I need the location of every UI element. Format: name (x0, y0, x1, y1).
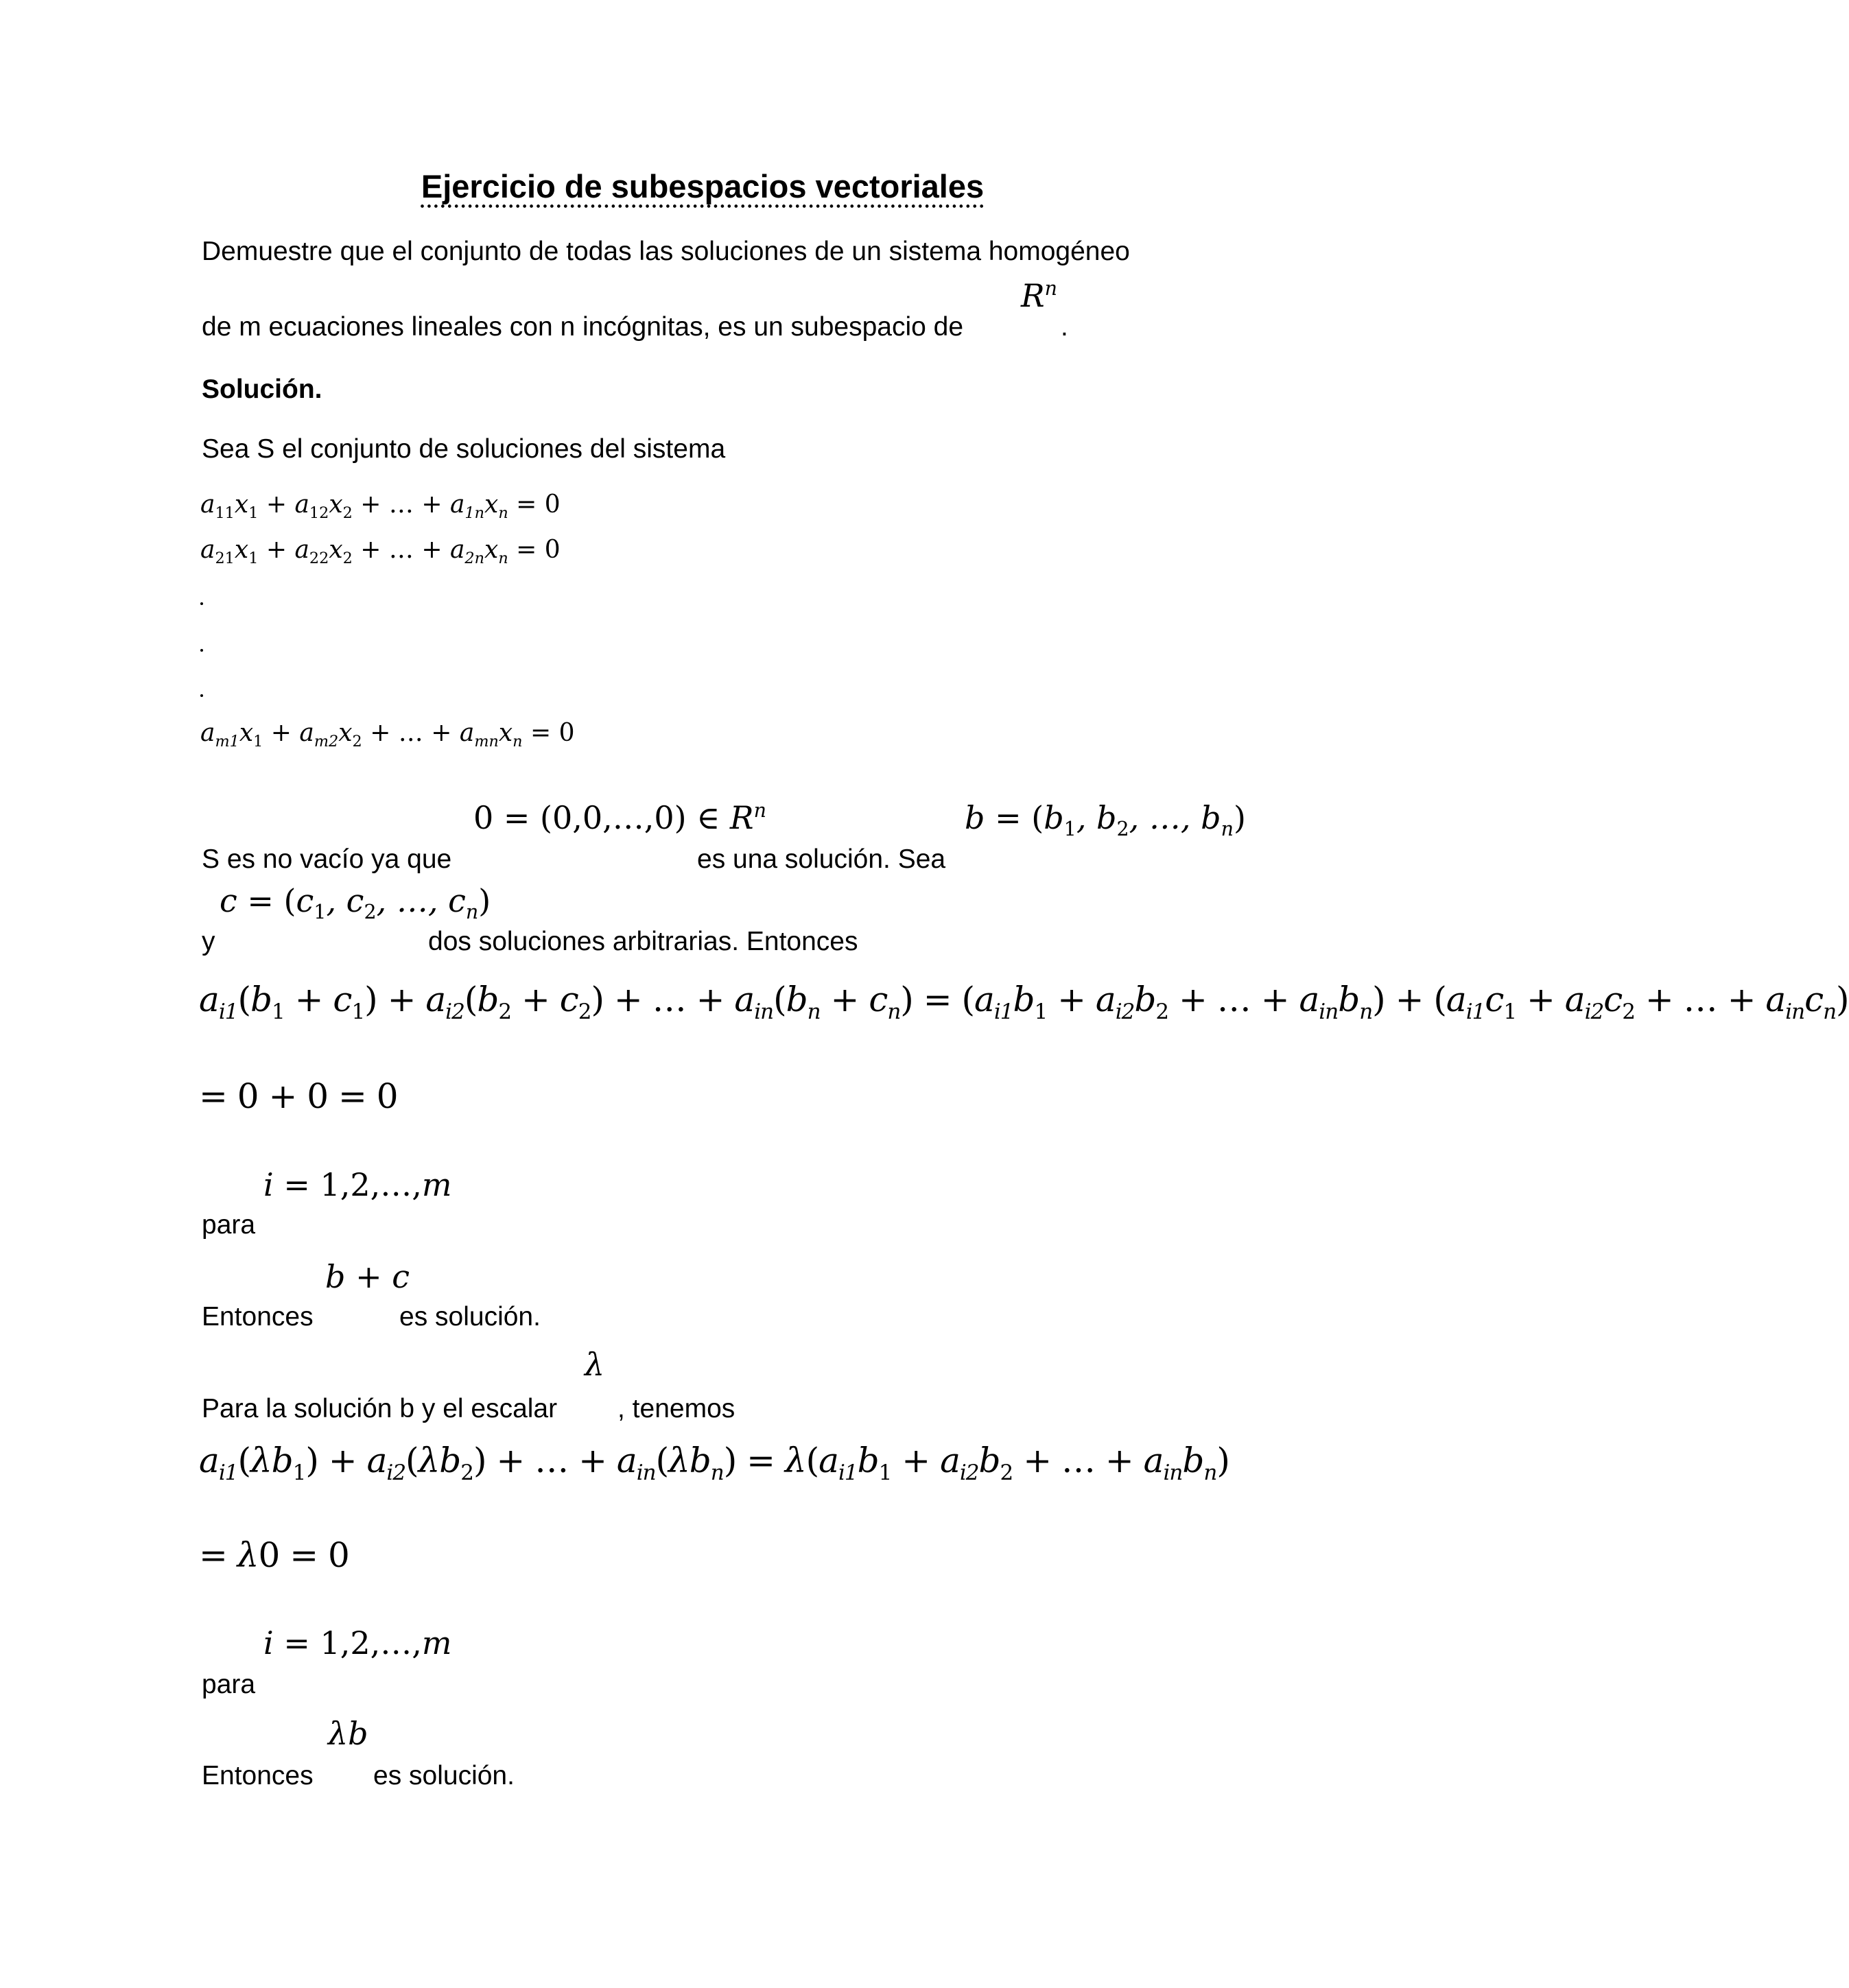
scalar-equation: $a_{i1}(\lambda b_1) + a_{i2}(\lambda b_2)$ + … + $a_{in}(\lambda b_n) = \lambda(a_{i1}b_1 + a_{i2}b_2$ + … + $a_{in}b_n$) (199, 1441, 1229, 1485)
statement-line-2-period: . (1061, 312, 1068, 342)
page-title: Ejercicio de subespacios vectoriales (421, 168, 985, 204)
sea-s-text: Sea S el conjunto de soluciones del sistema (202, 434, 726, 464)
es-solucion-text: es solución. (399, 1302, 541, 1332)
system-equation-m: $a_{m1}x_1 + a_{m2}x_2$ + … + $a_{mn}x_n = 0$ (200, 719, 575, 750)
zero-vector-formula: 0 = (0,0,…,0) ∈ $R^n$ (473, 798, 766, 836)
index-range-formula: i = 1,2,…,m (263, 1624, 452, 1661)
lambda-b-formula: λb (328, 1715, 368, 1752)
para-text: para (202, 1210, 256, 1240)
lambda-symbol: λ (585, 1346, 605, 1383)
index-range-formula: i = 1,2,…,m (263, 1166, 452, 1203)
sum-equation: $a_{i1}(b_1 + c_1) + a_{i2}(b_2 + c_2)$ + … + $a_{in}(b_n + c_n) = (a_{i1}b_1 + a_{i2}b_2$ + … + $a_{in}b_n) + (a_{i1}c_1 + a_{i2}c_2$ + … + $a_{in}c_n$) (199, 980, 1849, 1024)
ellipsis-dot (200, 694, 203, 697)
space-rn-symbol: $R^n$ (1021, 276, 1058, 314)
scalar-result: = λ0 = 0 (199, 1535, 349, 1575)
tenemos-text: , tenemos (617, 1394, 735, 1423)
statement-line-2: de m ecuaciones lineales con n incógnitas, es un subespacio de (202, 312, 964, 342)
sum-result: = 0 + 0 = 0 (199, 1076, 398, 1116)
system-equation-2: $a_{21}x_1 + a_{22}x_2$ + … + $a_{2n}x_n = 0$ (200, 536, 561, 567)
entonces-text: Entonces (202, 1302, 314, 1332)
b-plus-c-formula: b + c (325, 1258, 410, 1295)
scalar-text: Para la solución b y el escalar (202, 1394, 558, 1423)
system-equation-1: $a_{11}x_1 + a_{12}x_2$ + … + $a_{1n}x_n = 0$ (200, 490, 561, 522)
y-text: y (202, 927, 215, 956)
vector-b-formula: $b = (b_1$, $b_2$, …, $b_n$) (965, 799, 1246, 840)
arbitrary-solutions-text: dos soluciones arbitrarias. Entonces (428, 927, 858, 956)
statement-line-1: Demuestre que el conjunto de todas las soluciones de un sistema homogéneo (202, 237, 1130, 266)
nonempty-text: S es no vacío ya que (202, 844, 452, 874)
solution-heading: Solución. (202, 375, 322, 404)
ellipsis-dot (200, 649, 203, 652)
para-text: para (202, 1670, 256, 1699)
vector-c-formula: $c = (c_1$, $c_2$, …, $c_n$) (220, 882, 491, 923)
ellipsis-dot (200, 602, 203, 605)
entonces-text: Entonces (202, 1761, 314, 1790)
es-solucion-text: es solución. (373, 1761, 515, 1790)
solution-sea-text: es una solución. Sea (697, 844, 946, 874)
